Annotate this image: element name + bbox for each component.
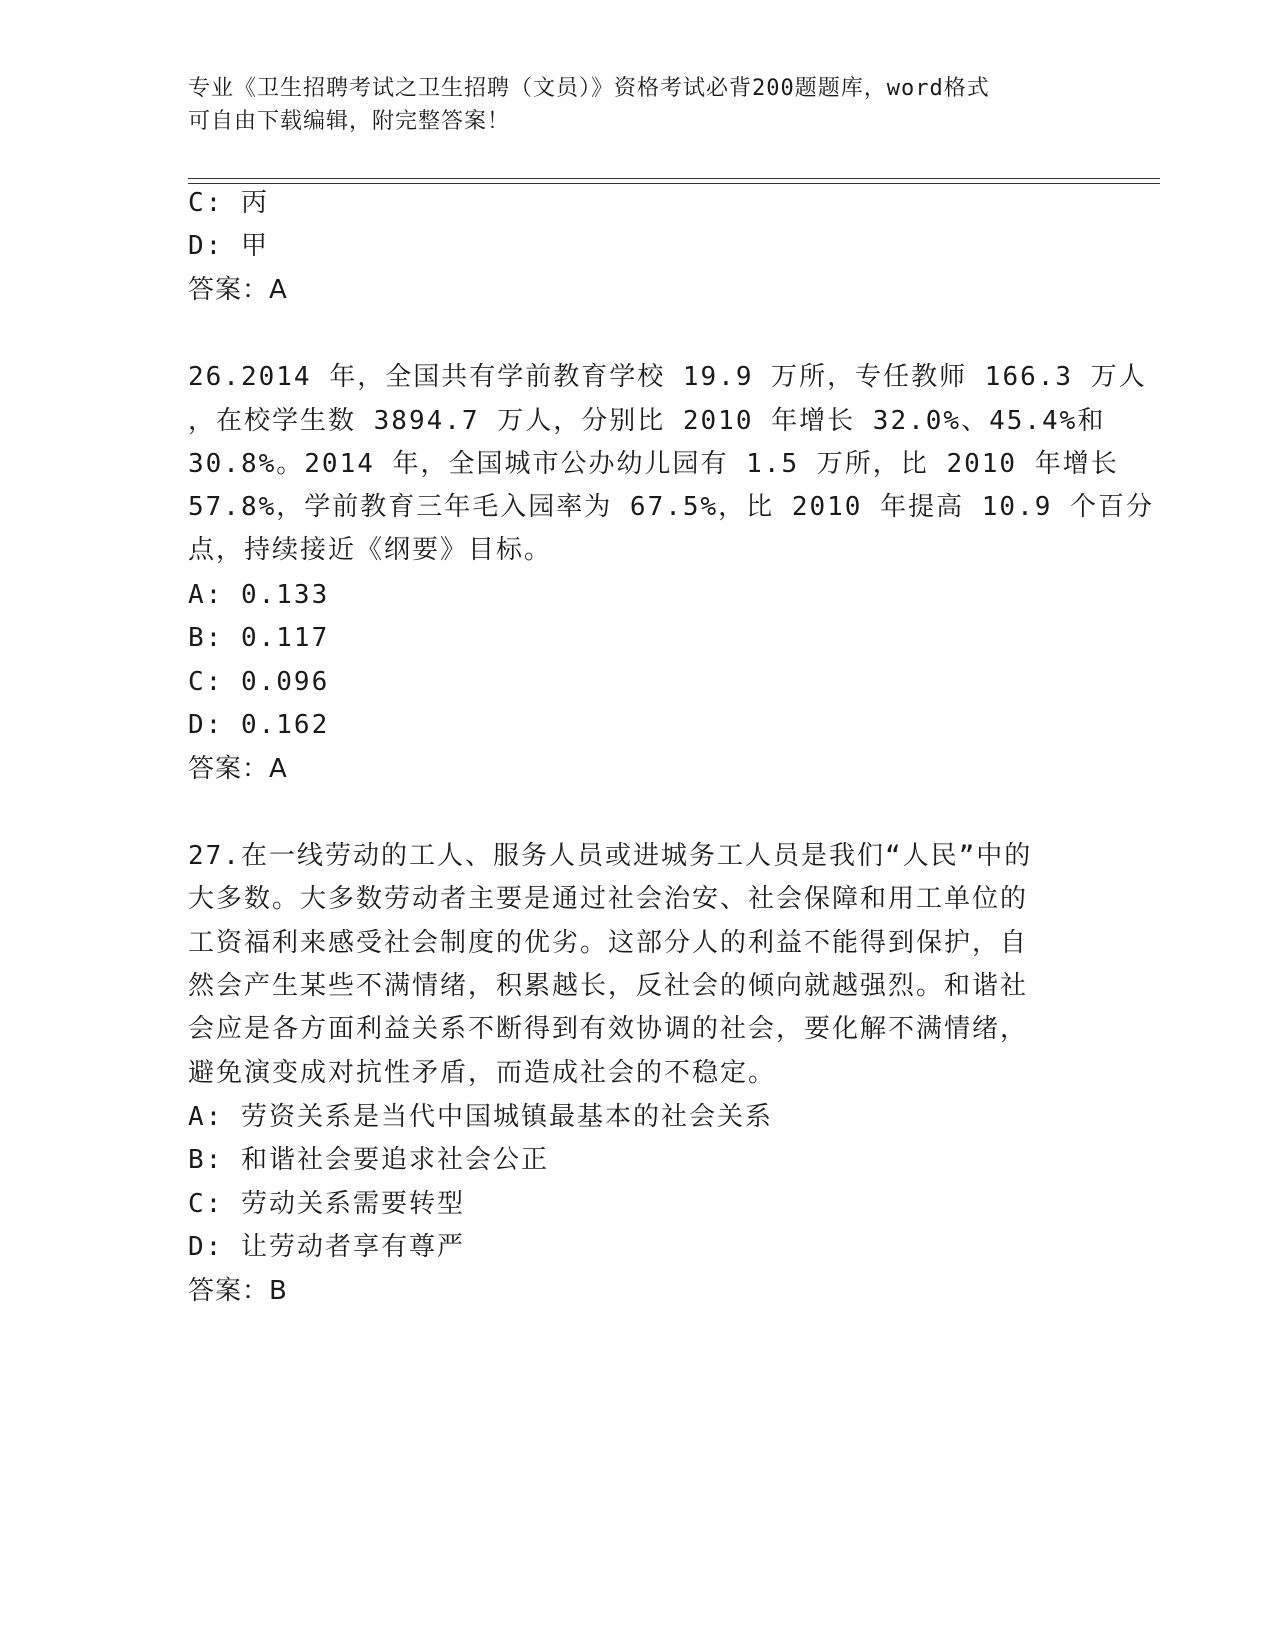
q26-text-line: 57.8%，学前教育三年毛入园率为 67.5%，比 2010 年提高 10.9 个百分 [188,492,1155,522]
q26-text-line: 点，持续接近《纲要》目标。 [188,535,553,565]
q27-text-line: 工资福利来感受社会制度的优劣。这部分人的利益不能得到保护，自 [188,928,1029,958]
q26-option-d: D: 0.162 [188,710,330,740]
q27-text-line: 27.在一线劳动的工人、服务人员或进城务工人员是我们“人民”中的 [188,841,1033,871]
header-line-1: 专业《卫生招聘考试之卫生招聘（文员）》资格考试必背200题题库，word格式 [188,76,990,101]
q27-option-a: A: 劳资关系是当代中国城镇最基本的社会关系 [188,1102,773,1132]
q27-option-b: B: 和谐社会要追求社会公正 [188,1145,549,1175]
q26-option-a: A: 0.133 [188,580,330,610]
q26-answer: 答案：A [188,754,288,784]
document-header [188,72,1088,138]
header-divider-bottom [188,183,1160,184]
q27-text-line: 会应是各方面利益关系不断得到有效协调的社会，要化解不满情绪， [188,1014,1029,1044]
q26-option-c: C: 0.096 [188,667,330,697]
header-divider-top [188,178,1160,179]
q26-text-line: 30.8%。2014 年，全国城市公办幼儿园有 1.5 万所，比 2010 年增长 [188,449,1119,479]
q27-answer: 答案：B [188,1276,288,1306]
q26-option-b: B: 0.117 [188,623,330,653]
q27-option-c: C: 劳动关系需要转型 [188,1189,465,1219]
q27-option-d: D: 让劳动者享有尊严 [188,1232,465,1262]
q25-answer: 答案：A [188,275,288,305]
q27-text-line: 然会产生某些不满情绪，积累越长，反社会的倾向就越强烈。和谐社 [188,971,1029,1001]
q26-text-line: 26.2014 年，全国共有学前教育学校 19.9 万所，专任教师 166.3 万人 [188,362,1147,392]
q26-text-line: ，在校学生数 3894.7 万人，分别比 2010 年增长 32.0%、45.4%和 [188,406,1106,436]
q27-text-line: 避免演变成对抗性矛盾，而造成社会的不稳定。 [188,1058,777,1088]
q25-option-c: C: 丙 [188,188,269,218]
q25-option-d: D: 甲 [188,231,269,261]
q27-text-line: 大多数。大多数劳动者主要是通过社会治安、社会保障和用工单位的 [188,884,1029,914]
header-line-2: 可自由下载编辑，附完整答案！ [188,109,511,134]
